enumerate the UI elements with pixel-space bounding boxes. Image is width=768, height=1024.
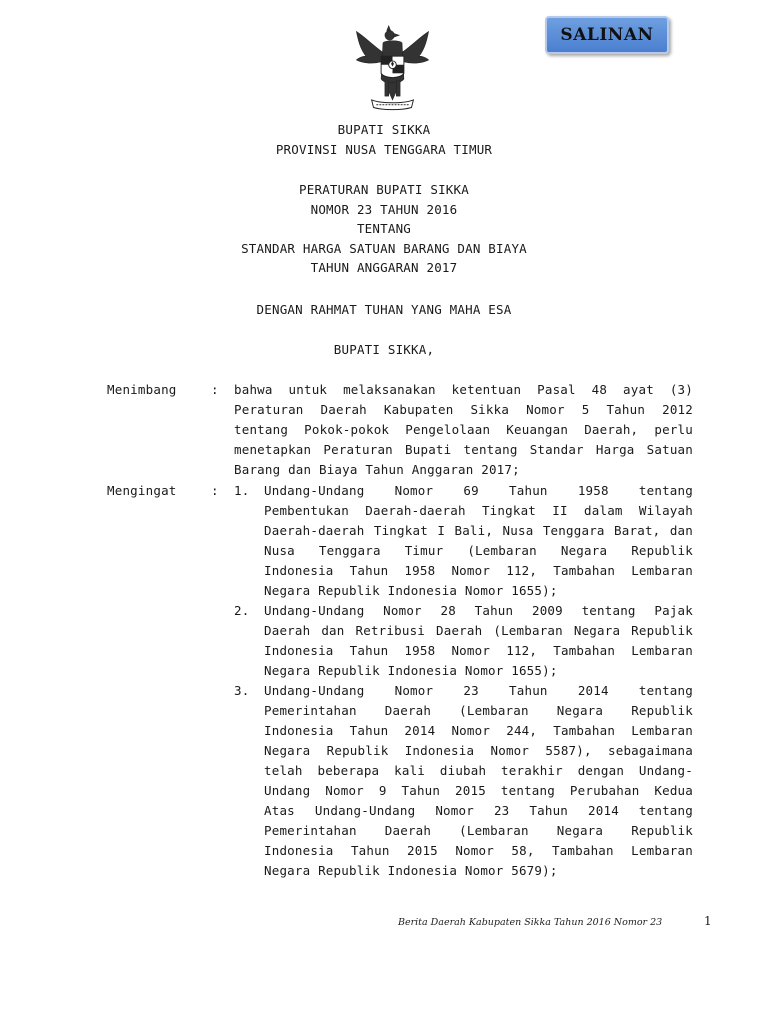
regulation-subject: STANDAR HARGA SATUAN BARANG DAN BIAYA [241,240,527,256]
page-number: 1 [704,914,712,928]
header-line-bupati: BUPATI SIKKA [337,122,431,137]
menimbang-text: bahwa untuk melaksanakan ketentuan Pasal 48 ayat (3) Peraturan Daerah Kabupaten Sikka Nomor 5 Tahun 2012 tentang Pokok-pokok Pengelolaan Keuangan Daerah, perlu menetapkan Peraturan Bupati tentang Standar Harga Satuan Barang dan Biaya Tahun Anggaran 2017; [234,382,693,477]
regulation-number: NOMOR 23 TAHUN 2016 [310,201,458,217]
salinan-stamp: SALINAN [545,16,669,54]
item-text: Undang-Undang Nomor 28 Tahun 2009 tentang Pajak Daerah dan Retribusi Daerah (Lembaran Negara Republik Indonesia Tahun 1958 Nomor 112, Tambahan Lembaran Negara Republik Indonesia Nomor 1655); [264,603,693,678]
regulation-title [0,180,768,278]
item-number: 2. [234,603,250,618]
regulation-name: PERATURAN BUPATI SIKKA [299,182,469,197]
mengingat-label: Mengingat [107,483,177,498]
header-line-province: PROVINSI NUSA TENGGARA TIMUR [275,141,493,157]
item-text: Undang-Undang Nomor 69 Tahun 1958 tentang Pembentukan Daerah-daerah Tingkat II dalam Wilayah Daerah-daerah Tingkat I Bali, Nusa Tenggara Barat, dan Nusa Tenggara Timur (Lembaran Negara Republik Indonesia Tahun 1958 Nomor 112, Tambahan Lembaran Negara Republik Indonesia Nomor 1655); [264,483,693,598]
issuer: BUPATI SIKKA, [333,342,435,357]
footer-citation: Berita Daerah Kabupaten Sikka Tahun 2016 Nomor 23 [398,917,663,928]
garuda-emblem-icon [345,22,440,117]
regulation-tentang: TENTANG [356,221,412,236]
invocation: DENGAN RAHMAT TUHAN YANG MAHA ESA [256,302,512,317]
mengingat-colon: : [211,483,219,498]
regulation-fiscal-year: TAHUN ANGGARAN 2017 [310,260,458,275]
item-number: 3. [234,683,250,698]
regent-title [0,120,768,159]
menimbang-label: Menimbang [107,382,177,397]
menimbang-colon: : [211,382,219,397]
item-number: 1. [234,483,250,498]
item-text: Undang-Undang Nomor 23 Tahun 2014 tentang Pemerintahan Daerah (Lembaran Negara Republik Indonesia Tahun 2014 Nomor 244, Tambahan Lembaran Negara Republik Indonesia Nomor 5587), sebagaimana telah beberapa kali diubah terakhir dengan Undang- Undang Nomor 9 Tahun 2015 tentang Perubahan Kedua Atas Undang-Undang Nomor 23 Tahun 2014 tentang Pemerintahan Daerah (Lembaran Negara Republik Indonesia Tahun 2015 Nomor 58, Tambahan Lembaran Negara Republik Indonesia Nomor 5679); [264,683,693,878]
